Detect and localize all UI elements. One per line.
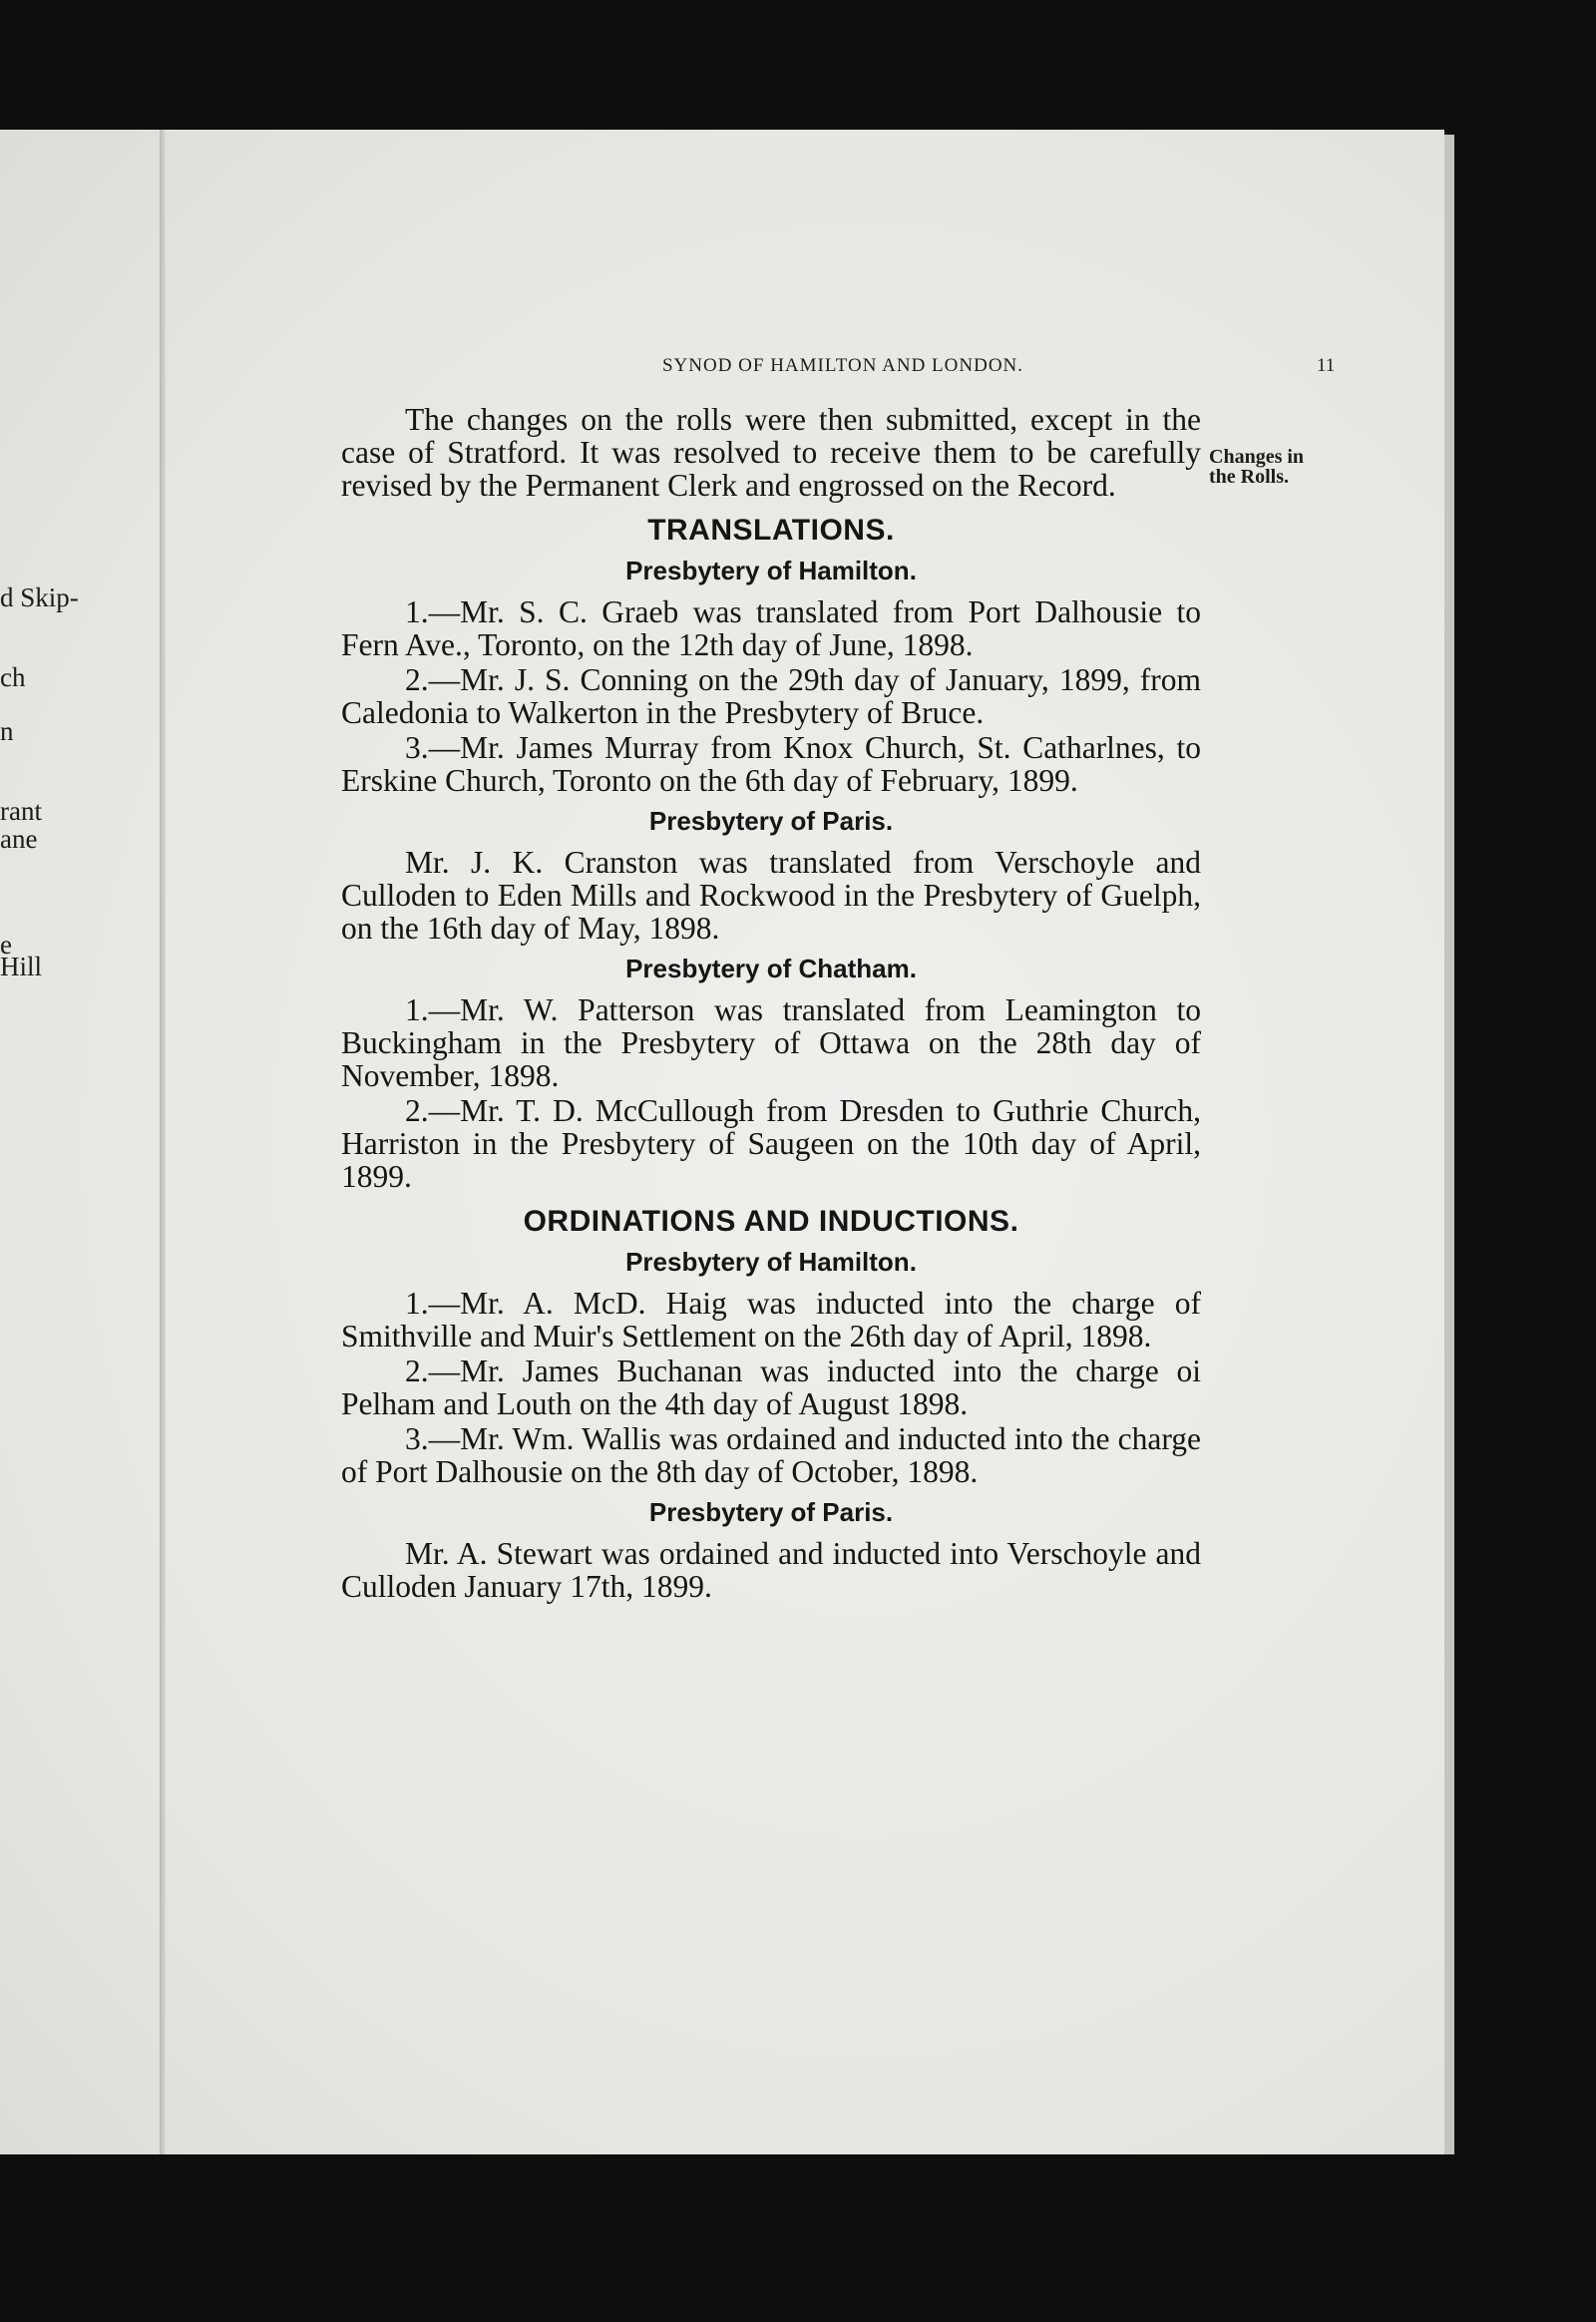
ordination-entry: 1.—Mr. A. McD. Haig was inducted into the charge of Smithville and Muir's Settlement on the 26th day of April, 1898.	[341, 1286, 1201, 1354]
translation-entry: 3.—Mr. James Murray from Knox Church, St. Catharlnes, to Erskine Church, Toronto on the 6th day of February, 1899.	[341, 730, 1201, 798]
left-page-fragment: ane	[0, 824, 38, 854]
running-head: SYNOD OF HAMILTON AND LONDON.	[661, 355, 1024, 376]
subheading-presbytery-hamilton: Presbytery of Hamilton.	[625, 556, 917, 585]
subheading-presbytery-paris: Presbytery of Paris.	[648, 806, 894, 836]
translation-entry: 2.—Mr. J. S. Conning on the 29th day of January, 1899, from Caledonia to Walkerton in the Presbytery of Bruce.	[341, 662, 1201, 730]
section-heading-ordinations: ORDINATIONS AND INDUCTIONS.	[523, 1205, 1019, 1238]
page-gutter	[160, 130, 166, 2154]
left-page-fragment: e	[0, 930, 12, 960]
ordination-entry: 2.—Mr. James Buchanan was inducted into the charge oi Pelham and Louth on the 4th day of August 1898.	[341, 1354, 1201, 1421]
left-page-fragment: Hill	[0, 952, 43, 981]
translation-entry: 1.—Mr. S. C. Graeb was translated from Port Dalhousie to Fern Ave., Toronto, on the 12th day of June, 1898.	[341, 594, 1201, 662]
intro-paragraph: The changes on the rolls were then submitted, except in the case of Stratford. It was resolved to receive them to be carefully revised by the Permanent Clerk and engrossed on the Record.	[341, 402, 1201, 503]
left-page-fragment: rant	[0, 796, 42, 826]
left-page-fragment: ch	[0, 662, 26, 692]
margin-note: Changes in the Rolls.	[1209, 446, 1305, 488]
section-heading-translations: TRANSLATIONS.	[647, 514, 895, 547]
left-page-fragment: n	[0, 716, 14, 746]
page-number: 11	[1317, 355, 1336, 376]
ordination-entry: Mr. A. Stewart was ordained and inducted into Verschoyle and Culloden January 17th, 1899.	[341, 1536, 1201, 1604]
page-edge	[1444, 135, 1454, 2154]
translation-entry: Mr. J. K. Cranston was translated from Verschoyle and Culloden to Eden Mills and Rockwood in the Presbytery of Guelph, on the 16th day of May, 1898.	[341, 845, 1201, 946]
subheading-presbytery-chatham: Presbytery of Chatham.	[625, 954, 917, 983]
translation-entry: 1.—Mr. W. Patterson was translated from Leamington to Buckingham in the Presbytery of Ottawa on the 28th day of November, 1898.	[341, 992, 1201, 1093]
subheading-presbytery-hamilton: Presbytery of Hamilton.	[625, 1247, 917, 1277]
ordination-entry: 3.—Mr. Wm. Wallis was ordained and inducted into the charge of Port Dalhousie on the 8th day of October, 1898.	[341, 1421, 1201, 1489]
page-body	[341, 403, 1201, 1605]
subheading-presbytery-paris: Presbytery of Paris.	[648, 1497, 894, 1527]
left-page-fragment: d Skip-	[0, 582, 79, 612]
translation-entry: 2.—Mr. T. D. McCullough from Dresden to Guthrie Church, Harriston in the Presbytery of Saugeen on the 10th day of April, 1899.	[341, 1093, 1201, 1194]
